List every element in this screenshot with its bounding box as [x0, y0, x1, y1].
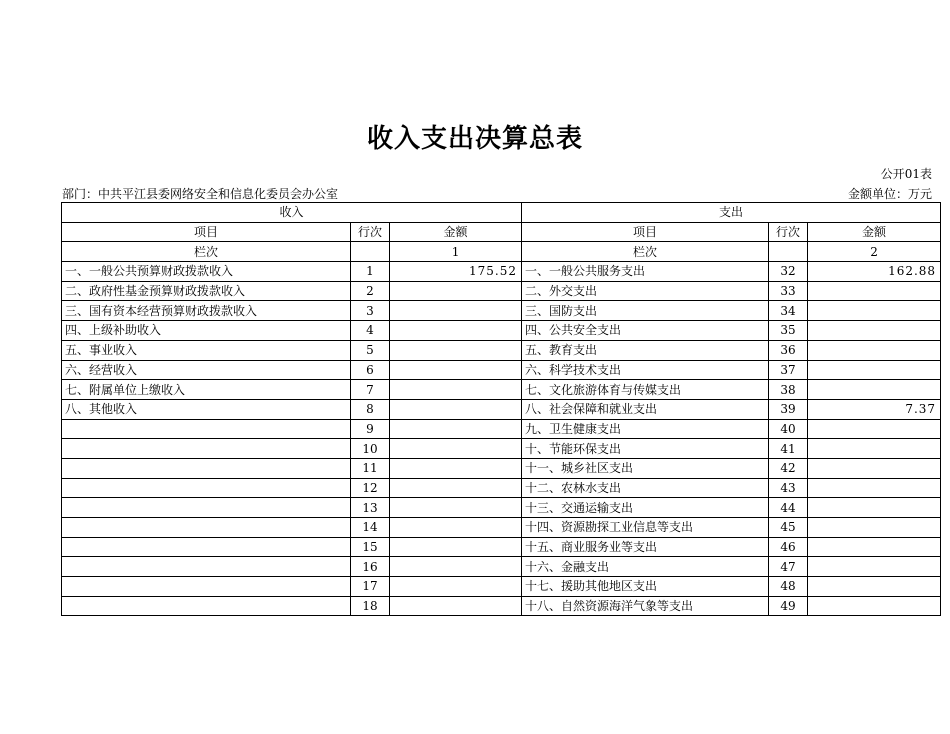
header-row-columns	[62, 222, 941, 242]
income-amount-cell: 175.52	[390, 262, 522, 282]
expense-amount-cell: 162.88	[808, 262, 941, 282]
expense-line-cell: 44	[769, 498, 808, 518]
expense-amount-cell	[808, 596, 941, 616]
income-amount-cell	[390, 439, 522, 459]
expense-item-cell: 十六、金融支出	[522, 557, 769, 577]
expense-line-cell: 47	[769, 557, 808, 577]
income-column-label: 栏次	[62, 242, 351, 262]
income-line-cell: 6	[351, 360, 390, 380]
expense-item-cell: 七、文化旅游体育与传媒支出	[522, 380, 769, 400]
income-column-line-blank	[351, 242, 390, 262]
expense-line-cell: 45	[769, 518, 808, 538]
expense-item-cell: 八、社会保障和就业支出	[522, 399, 769, 419]
table-row	[62, 518, 941, 538]
expense-item-cell: 二、外交支出	[522, 281, 769, 301]
expense-line-cell: 38	[769, 380, 808, 400]
income-amount-cell	[390, 321, 522, 341]
expense-amount-cell	[808, 557, 941, 577]
expense-item-cell: 十七、援助其他地区支出	[522, 577, 769, 597]
expense-column-label: 栏次	[522, 242, 769, 262]
income-line-cell: 14	[351, 518, 390, 538]
form-number: 公开01表	[880, 167, 932, 181]
income-amount-cell	[390, 281, 522, 301]
expense-line-cell: 46	[769, 537, 808, 557]
income-item-cell	[62, 557, 351, 577]
table-row	[62, 301, 941, 321]
expense-line-cell: 32	[769, 262, 808, 282]
income-amount-cell	[390, 577, 522, 597]
expense-amount-cell	[808, 518, 941, 538]
income-amount-cell	[390, 596, 522, 616]
income-line-cell: 13	[351, 498, 390, 518]
expense-section-header: 支出	[522, 203, 941, 223]
expense-line-cell: 40	[769, 419, 808, 439]
income-item-cell	[62, 458, 351, 478]
expense-amount-cell	[808, 458, 941, 478]
expense-item-cell: 十二、农林水支出	[522, 478, 769, 498]
income-item-cell: 七、附属单位上缴收入	[62, 380, 351, 400]
expense-item-cell: 三、国防支出	[522, 301, 769, 321]
table-row	[62, 577, 941, 597]
income-line-cell: 15	[351, 537, 390, 557]
table-row	[62, 478, 941, 498]
income-amount-cell	[390, 340, 522, 360]
income-line-cell: 18	[351, 596, 390, 616]
table-row	[62, 439, 941, 459]
income-amount-cell	[390, 518, 522, 538]
table-row	[62, 281, 941, 301]
income-line-cell: 3	[351, 301, 390, 321]
income-line-cell: 12	[351, 478, 390, 498]
table-row	[62, 498, 941, 518]
income-item-cell: 五、事业收入	[62, 340, 351, 360]
income-item-cell	[62, 439, 351, 459]
income-section-header: 收入	[62, 203, 522, 223]
expense-item-cell: 十三、交通运输支出	[522, 498, 769, 518]
expense-column-number: 2	[808, 242, 941, 262]
income-amount-cell	[390, 380, 522, 400]
income-line-cell: 1	[351, 262, 390, 282]
expense-line-cell: 33	[769, 281, 808, 301]
expense-column-line-blank	[769, 242, 808, 262]
income-line-cell: 8	[351, 399, 390, 419]
expense-item-cell: 十、节能环保支出	[522, 439, 769, 459]
expense-amount-cell	[808, 498, 941, 518]
expense-item-cell: 九、卫生健康支出	[522, 419, 769, 439]
expense-item-cell: 五、教育支出	[522, 340, 769, 360]
income-line-cell: 4	[351, 321, 390, 341]
income-item-cell: 一、一般公共预算财政拨款收入	[62, 262, 351, 282]
expense-amount-cell	[808, 301, 941, 321]
expense-amount-cell	[808, 537, 941, 557]
income-item-cell	[62, 478, 351, 498]
expense-line-cell: 41	[769, 439, 808, 459]
expense-line-cell: 36	[769, 340, 808, 360]
income-amount-cell	[390, 458, 522, 478]
income-line-cell: 16	[351, 557, 390, 577]
expense-line-cell: 48	[769, 577, 808, 597]
income-amount-cell	[390, 419, 522, 439]
expense-item-cell: 四、公共安全支出	[522, 321, 769, 341]
income-amount-cell	[390, 360, 522, 380]
expense-item-cell: 十四、资源勘探工业信息等支出	[522, 518, 769, 538]
expense-item-cell: 十八、自然资源海洋气象等支出	[522, 596, 769, 616]
income-line-cell: 17	[351, 577, 390, 597]
expense-item-cell: 一、一般公共服务支出	[522, 262, 769, 282]
expense-line-cell: 49	[769, 596, 808, 616]
expense-item-cell: 十五、商业服务业等支出	[522, 537, 769, 557]
table-row	[62, 380, 941, 400]
income-item-cell	[62, 537, 351, 557]
income-column-number: 1	[390, 242, 522, 262]
expense-amount-cell	[808, 340, 941, 360]
income-amount-cell	[390, 498, 522, 518]
expense-amount-cell	[808, 577, 941, 597]
expense-line-cell: 34	[769, 301, 808, 321]
header-row-sections	[62, 203, 941, 223]
income-item-cell	[62, 596, 351, 616]
income-amount-cell	[390, 301, 522, 321]
header-row-column-numbers	[62, 242, 941, 262]
expense-line-cell: 35	[769, 321, 808, 341]
income-item-cell	[62, 577, 351, 597]
income-line-cell: 5	[351, 340, 390, 360]
table-row	[62, 360, 941, 380]
expense-item-header: 项目	[522, 222, 769, 242]
table-row	[62, 557, 941, 577]
income-item-cell	[62, 498, 351, 518]
table-row	[62, 537, 941, 557]
table-row	[62, 458, 941, 478]
expense-amount-cell	[808, 419, 941, 439]
page-title: 收入支出决算总表	[366, 124, 583, 154]
income-amount-cell	[390, 478, 522, 498]
income-line-cell: 2	[351, 281, 390, 301]
expense-amount-header: 金额	[808, 222, 941, 242]
income-line-cell: 9	[351, 419, 390, 439]
table-row	[62, 419, 941, 439]
income-line-cell: 10	[351, 439, 390, 459]
income-amount-header: 金额	[390, 222, 522, 242]
expense-amount-cell	[808, 439, 941, 459]
expense-amount-cell	[808, 281, 941, 301]
amount-unit-label: 金额单位：万元	[847, 187, 932, 201]
income-line-cell: 11	[351, 458, 390, 478]
income-amount-cell	[390, 537, 522, 557]
expense-amount-cell	[808, 380, 941, 400]
income-amount-cell	[390, 557, 522, 577]
income-line-cell: 7	[351, 380, 390, 400]
expense-line-cell: 39	[769, 399, 808, 419]
expense-line-cell: 43	[769, 478, 808, 498]
expense-line-cell: 42	[769, 458, 808, 478]
expense-line-header: 行次	[769, 222, 808, 242]
income-item-cell	[62, 419, 351, 439]
expense-amount-cell	[808, 360, 941, 380]
table-row	[62, 596, 941, 616]
income-item-cell: 四、上级补助收入	[62, 321, 351, 341]
income-item-cell: 八、其他收入	[62, 399, 351, 419]
department-label: 部门：中共平江县委网络安全和信息化委员会办公室	[62, 187, 339, 201]
income-item-header: 项目	[62, 222, 351, 242]
income-amount-cell	[390, 399, 522, 419]
expense-amount-cell	[808, 478, 941, 498]
table-row	[62, 321, 941, 341]
expense-item-cell: 六、科学技术支出	[522, 360, 769, 380]
expense-item-cell: 十一、城乡社区支出	[522, 458, 769, 478]
income-item-cell	[62, 518, 351, 538]
income-item-cell: 六、经营收入	[62, 360, 351, 380]
table-row	[62, 399, 941, 419]
table-row	[62, 340, 941, 360]
expense-amount-cell: 7.37	[808, 399, 941, 419]
income-expense-table	[61, 202, 941, 616]
income-item-cell: 二、政府性基金预算财政拨款收入	[62, 281, 351, 301]
expense-amount-cell	[808, 321, 941, 341]
expense-line-cell: 37	[769, 360, 808, 380]
table-row	[62, 262, 941, 282]
income-item-cell: 三、国有资本经营预算财政拨款收入	[62, 301, 351, 321]
income-line-header: 行次	[351, 222, 390, 242]
